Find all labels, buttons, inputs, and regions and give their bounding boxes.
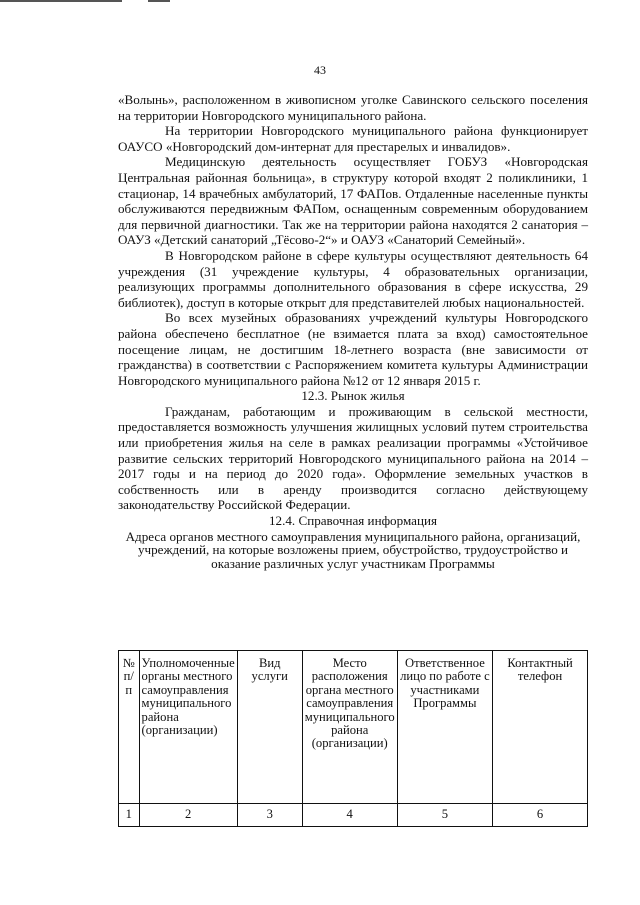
page-number: 43 bbox=[314, 63, 326, 77]
table-cell: 6 bbox=[493, 804, 588, 827]
document-body bbox=[118, 92, 588, 570]
header-number: № п/п bbox=[119, 651, 140, 804]
scan-artifact bbox=[0, 0, 122, 2]
table-cell: 5 bbox=[397, 804, 493, 827]
header-authorized-bodies: Уполномоченные органы местного самоуправления муниципального района (организации) bbox=[139, 651, 237, 804]
paragraph: На территории Новгородского муниципального района функционирует ОАУСО «Новгородский дом-интернат для престарелых и инвалидов». bbox=[118, 123, 588, 154]
paragraph: В Новгородском районе в сфере культуры осуществляют деятельность 64 учреждения (31 учреждение культуры, 4 образовательных организации, реализующих программы дополнительного образования в сфере искусства, 29 библиотек), доступ в которые открыт для представителей любых национальностей. bbox=[118, 247, 588, 310]
header-responsible-person: Ответственное лицо по работе с участниками Программы bbox=[397, 651, 493, 804]
header-contact-phone: Контактный телефон bbox=[493, 651, 588, 804]
table-cell: 3 bbox=[237, 804, 302, 827]
table-row bbox=[119, 804, 588, 827]
table-header-row bbox=[119, 651, 588, 804]
address-table bbox=[118, 650, 588, 827]
paragraph: «Волынь», расположенном в живописном уголке Савинского сельского поселения на территории Новгородского муниципального района. bbox=[118, 92, 588, 123]
table-caption: Адреса органов местного самоуправления муниципального района, организаций, учреждений, на которые возложены прием, обустройство, трудоустройство и оказание различных услуг участникам Программы bbox=[125, 528, 581, 571]
header-location: Место расположения органа местного самоуправления муниципального района (организации) bbox=[302, 651, 397, 804]
paragraph: Гражданам, работающим и проживающим в сельской местности, предоставляется возможность улучшения жилищных условий путем строительства или приобретения жилья на селе в рамках реализации программы «Устойчивое развитие сельских территорий Новгородского муниципального района на 2014 – 2017 годы и на период до 2020 года». Оформление земельных участков в собственность или в аренду производится согласно действующему законодательству Российской Федерации. bbox=[118, 403, 588, 513]
paragraph: Во всех музейных образованиях учреждений культуры Новгородского района обеспечено бесплатное (не взимается плата за вход) самостоятельное посещение лицам, не достигшим 18-летнего возраста (вне зависимости от гражданства) в соответствии с Распоряжением комитета культуры Администрации Новгородского муниципального района №12 от 12 января 2015 г. bbox=[118, 310, 588, 388]
section-heading-12-3: 12.3. Рынок жилья bbox=[301, 388, 405, 404]
paragraph: Медицинскую деятельность осуществляет ГОБУЗ «Новгородская Центральная районная больница», в структуру которой входят 2 поликлиники, 1 стационар, 14 врачебных амбулаторий, 17 ФАПов. Отдаленные населенные пункты обслуживаются передвижным ФАПом, оснащенным современным оборудованием для первичной диагностики. Так же на территории района находятся 2 санатория – ОАУЗ «Детский санаторий „Тёсово-2“» и ОАУЗ «Санаторий Семейный». bbox=[118, 154, 588, 248]
table-cell: 2 bbox=[139, 804, 237, 827]
section-heading-12-4: 12.4. Справочная информация bbox=[269, 513, 437, 529]
header-service-type: Вид услуги bbox=[237, 651, 302, 804]
table-cell: 4 bbox=[302, 804, 397, 827]
table-cell: 1 bbox=[119, 804, 140, 827]
scan-artifact bbox=[148, 0, 170, 2]
